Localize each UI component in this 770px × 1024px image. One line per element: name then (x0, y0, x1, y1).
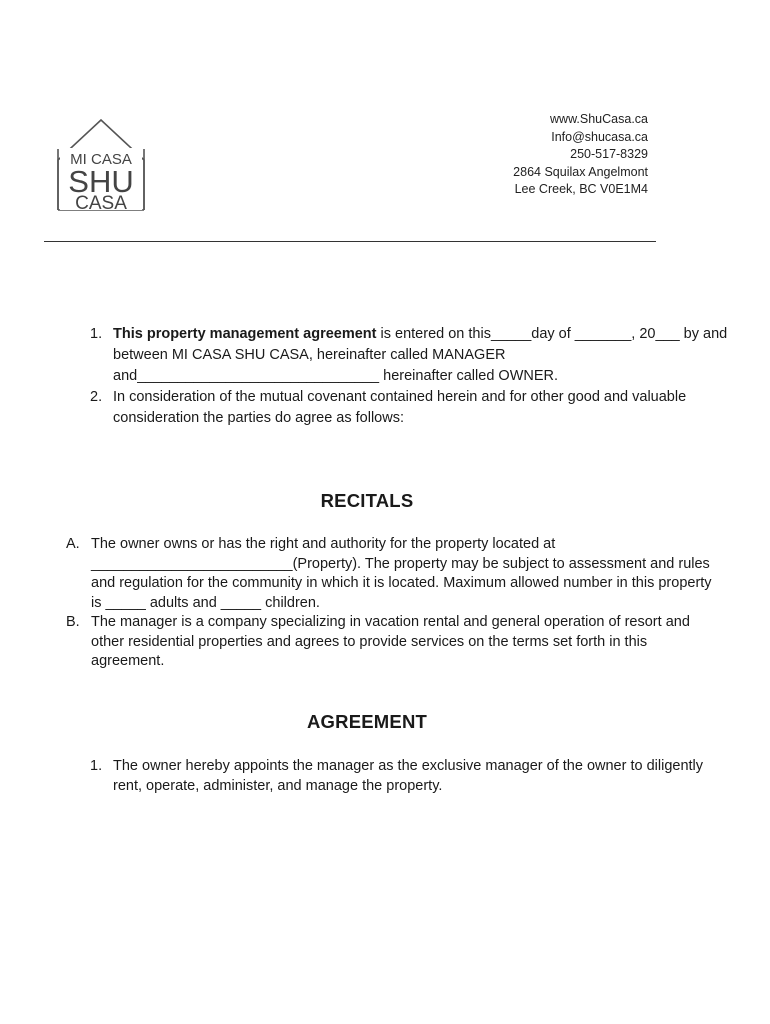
item-letter: B. (66, 614, 80, 630)
intro-item-2-text: In consideration of the mutual covenant contained herein and for other good and valuable consideration the parties do agree as follows: (113, 389, 687, 426)
phone-number: 250-517-8329 (570, 147, 648, 161)
recital-item-b (66, 613, 722, 672)
agreement-title-bold: This property management agreement (113, 326, 377, 342)
house-outline-icon (52, 118, 150, 214)
company-logo (52, 118, 150, 214)
recital-a-text: The owner owns or has the right and authority for the property located at _________________________(Property). The property may be subject to assessment and rules and regulation for the community in which it is located. Maximum allowed number in this property is _____ adults and _____ children. (91, 536, 712, 611)
recitals-heading: RECITALS (320, 490, 414, 511)
address-line-1: 2864 Squilax Angelmont (513, 164, 648, 179)
agreement-list (90, 757, 710, 796)
intro-item-2 (90, 387, 730, 429)
recital-b-text: The manager is a company specializing in vacation rental and general operation of resort and other residential properties and agrees to provide services on the terms set forth in this agreement. (91, 614, 690, 669)
logo-line-1: MI CASA (70, 151, 132, 168)
website-link[interactable]: www.ShuCasa.ca (550, 112, 648, 126)
item-number: 1. (90, 326, 103, 342)
intro-item-1 (90, 324, 730, 387)
item-number: 2. (90, 389, 103, 405)
agreement-item-1 (90, 757, 710, 796)
item-letter: A. (66, 536, 80, 552)
header-divider (44, 241, 656, 242)
agreement-heading: AGREEMENT (307, 711, 427, 732)
logo-line-3: CASA (75, 193, 127, 214)
item-number: 1. (90, 758, 103, 774)
intro-list (90, 324, 730, 429)
email-link[interactable]: Info@shucasa.ca (551, 129, 648, 144)
recitals-list (66, 535, 722, 672)
intro-item-1-text: is entered on this_____day of _______, 20___ by and between MI CASA SHU CASA, hereinafter called MANAGER and______________________________ hereinafter called OWNER. (113, 326, 728, 384)
contact-block (513, 111, 648, 199)
recital-item-a (66, 535, 722, 613)
logo-line-2: SHU (68, 164, 134, 199)
agreement-item-1-text: The owner hereby appoints the manager as the exclusive manager of the owner to diligently rent, operate, administer, and manage the property. (113, 758, 704, 794)
address-line-2: Lee Creek, BC V0E1M4 (514, 182, 648, 196)
